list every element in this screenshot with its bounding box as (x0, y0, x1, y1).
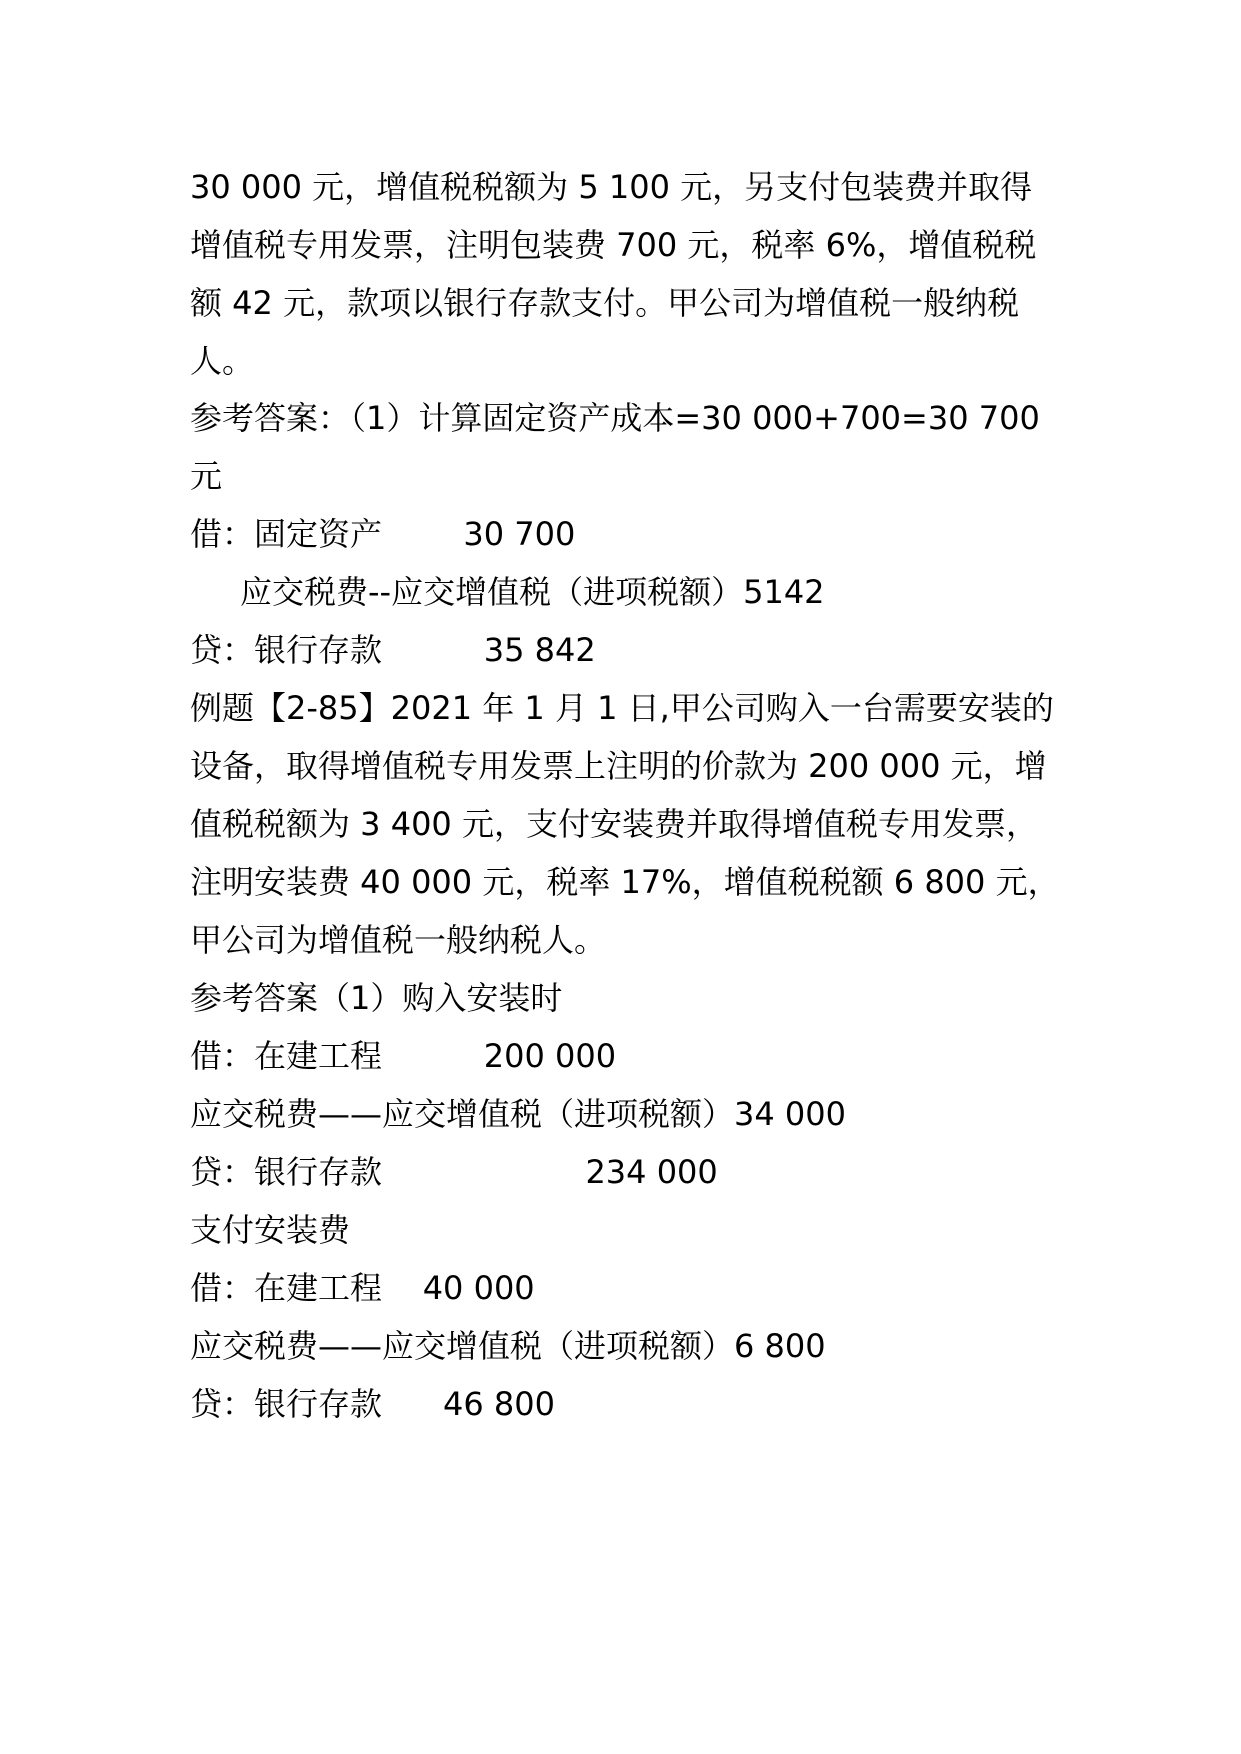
text-line: 值税税额为 3 400 元，支付安装费并取得增值税专用发票， (190, 805, 1038, 843)
text-line: 增值税专用发票，注明包装费 700 元，税率 6%，增值税税 (190, 226, 1037, 264)
text-line: 注明安装费 40 000 元，税率 17%，增值税税额 6 800 元， (190, 863, 1060, 901)
text-line: 参考答案：（1）计算固定资产成本=30 000+700=30 700 (190, 399, 1040, 437)
text-line: 额 42 元，款项以银行存款支付。甲公司为增值税一般纳税 (190, 284, 1020, 322)
text-line: 设备，取得增值税专用发票上注明的价款为 200 000 元，增 (190, 747, 1047, 785)
text-line: 支付安装费 (190, 1211, 351, 1249)
journal-entry-debit: 借：在建工程 200 000 (190, 1037, 617, 1075)
text-line: 元 (190, 457, 223, 495)
text-line: 甲公司为增值税一般纳税人。 (190, 921, 607, 959)
journal-entry-credit: 贷：银行存款 46 800 (190, 1385, 556, 1423)
answer-heading: 参考答案（1）购入安装时 (190, 979, 563, 1017)
journal-entry-credit: 贷：银行存款 35 842 (190, 631, 596, 669)
journal-entry-tax: 应交税费--应交增值税（进项税额）5142 (240, 573, 825, 611)
journal-entry-tax: 应交税费——应交增值税（进项税额）34 000 (190, 1095, 846, 1133)
journal-entry-tax: 应交税费——应交增值税（进项税额）6 800 (190, 1327, 826, 1365)
journal-entry-credit: 贷：银行存款 234 000 (190, 1153, 718, 1191)
text-line: 30 000 元，增值税税额为 5 100 元，另支付包装费并取得 (190, 168, 1033, 206)
text-line: 人。 (190, 342, 255, 380)
example-heading: 例题【2-85】2021 年 1 月 1 日,甲公司购入一台需要安装的 (190, 689, 1054, 727)
journal-entry-debit: 借：固定资产 30 700 (190, 515, 576, 553)
journal-entry-debit: 借：在建工程 40 000 (190, 1269, 535, 1307)
